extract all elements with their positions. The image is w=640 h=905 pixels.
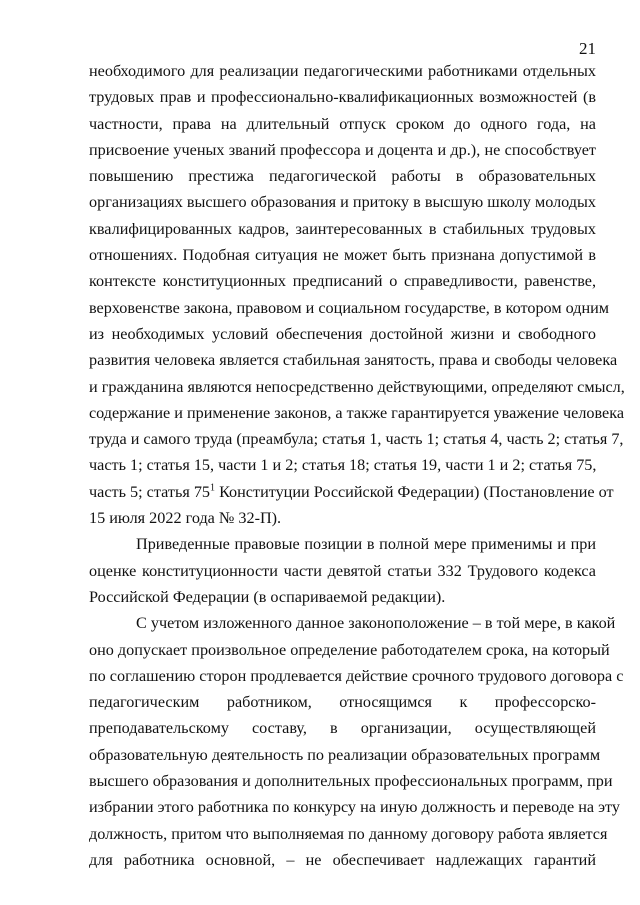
- text-line: С учетом изложенного данное законоположение – в той мере, в какой: [136, 614, 616, 633]
- text-line: контексте конституционных предписаний о справедливости, равенстве,: [89, 272, 596, 291]
- text-line: часть 1; статья 15, части 1 и 2; статья 18; статья 19, части 1 и 2; статья 75,: [89, 456, 597, 475]
- text-line: трудовых прав и профессионально-квалификационных возможностей (в: [89, 88, 596, 107]
- text-segment: часть 5; статья 75: [89, 482, 211, 501]
- paragraph-1: [89, 58, 625, 531]
- paragraph-3: [89, 610, 624, 873]
- text-line: должность, притом что выполняемая по данному договору работа является: [89, 824, 608, 843]
- text-line: и гражданина являются непосредственно действующими, определяют смысл,: [89, 377, 625, 396]
- text-line: Российской Федерации (в оспариваемой редакции).: [89, 587, 446, 606]
- text-line: частности, права на длительный отпуск сроком до одного года, на: [89, 114, 596, 133]
- text-line: преподавательскому составу, в организации, осуществляющей: [89, 719, 596, 738]
- text-line: 15 июля 2022 года № 32-П).: [89, 509, 282, 528]
- text-line: образовательную деятельность по реализации образовательных программ: [89, 745, 601, 764]
- text-line-with-footnote: [89, 479, 614, 505]
- text-line: отношениях. Подобная ситуация не может быть признана допустимой в: [89, 246, 596, 265]
- text-line: из необходимых условий обеспечения достойной жизни и свободного: [89, 324, 596, 343]
- text-line: педагогическим работником, относящимся к профессорско-: [89, 693, 596, 712]
- text-line: Приведенные правовые позиции в полной мере применимы и при: [136, 535, 596, 554]
- text-line: оценке конституционности части девятой статьи 332 Трудового кодекса: [89, 561, 596, 580]
- text-line: организациях высшего образования и притоку в высшую школу молодых: [89, 193, 596, 212]
- text-line: необходимого для реализации педагогическими работниками отдельных: [89, 62, 596, 80]
- text-line: избрании этого работника по конкурсу на иную должность и переводе на эту: [89, 798, 621, 817]
- body-text: [89, 58, 625, 873]
- text-line: содержание и применение законов, а также гарантируется уважение человека: [89, 403, 625, 422]
- superscript-mark: 1: [210, 482, 216, 494]
- text-line: развития человека является стабильная занятость, права и свободы человека: [89, 351, 618, 370]
- text-segment: Конституции Российской Федерации) (Постановление от: [215, 482, 614, 501]
- text-line: по соглашению сторон продлевается действие срочного трудового договора с: [89, 666, 624, 685]
- text-line: повышению престижа педагогической работы в образовательных: [89, 167, 596, 186]
- text-line: присвоение ученых званий профессора и доцента и др.), не способствует: [89, 140, 596, 159]
- text-line: труда и самого труда (преамбула; статья 1, часть 1; статья 4, часть 2; статья 7,: [89, 430, 624, 449]
- text-line: оно допускает произвольное определение работодателем срока, на который: [89, 640, 610, 659]
- text-line: верховенстве закона, правовом и социальном государстве, в котором одним: [89, 298, 610, 317]
- paragraph-2: [89, 531, 596, 610]
- text-line: высшего образования и дополнительных профессиональных программ, при: [89, 772, 613, 791]
- page-number: 21: [579, 39, 596, 58]
- text-line: квалифицированных кадров, заинтересованных в стабильных трудовых: [89, 219, 596, 238]
- text-line: для работника основной, – не обеспечивает надлежащих гарантий: [89, 850, 596, 869]
